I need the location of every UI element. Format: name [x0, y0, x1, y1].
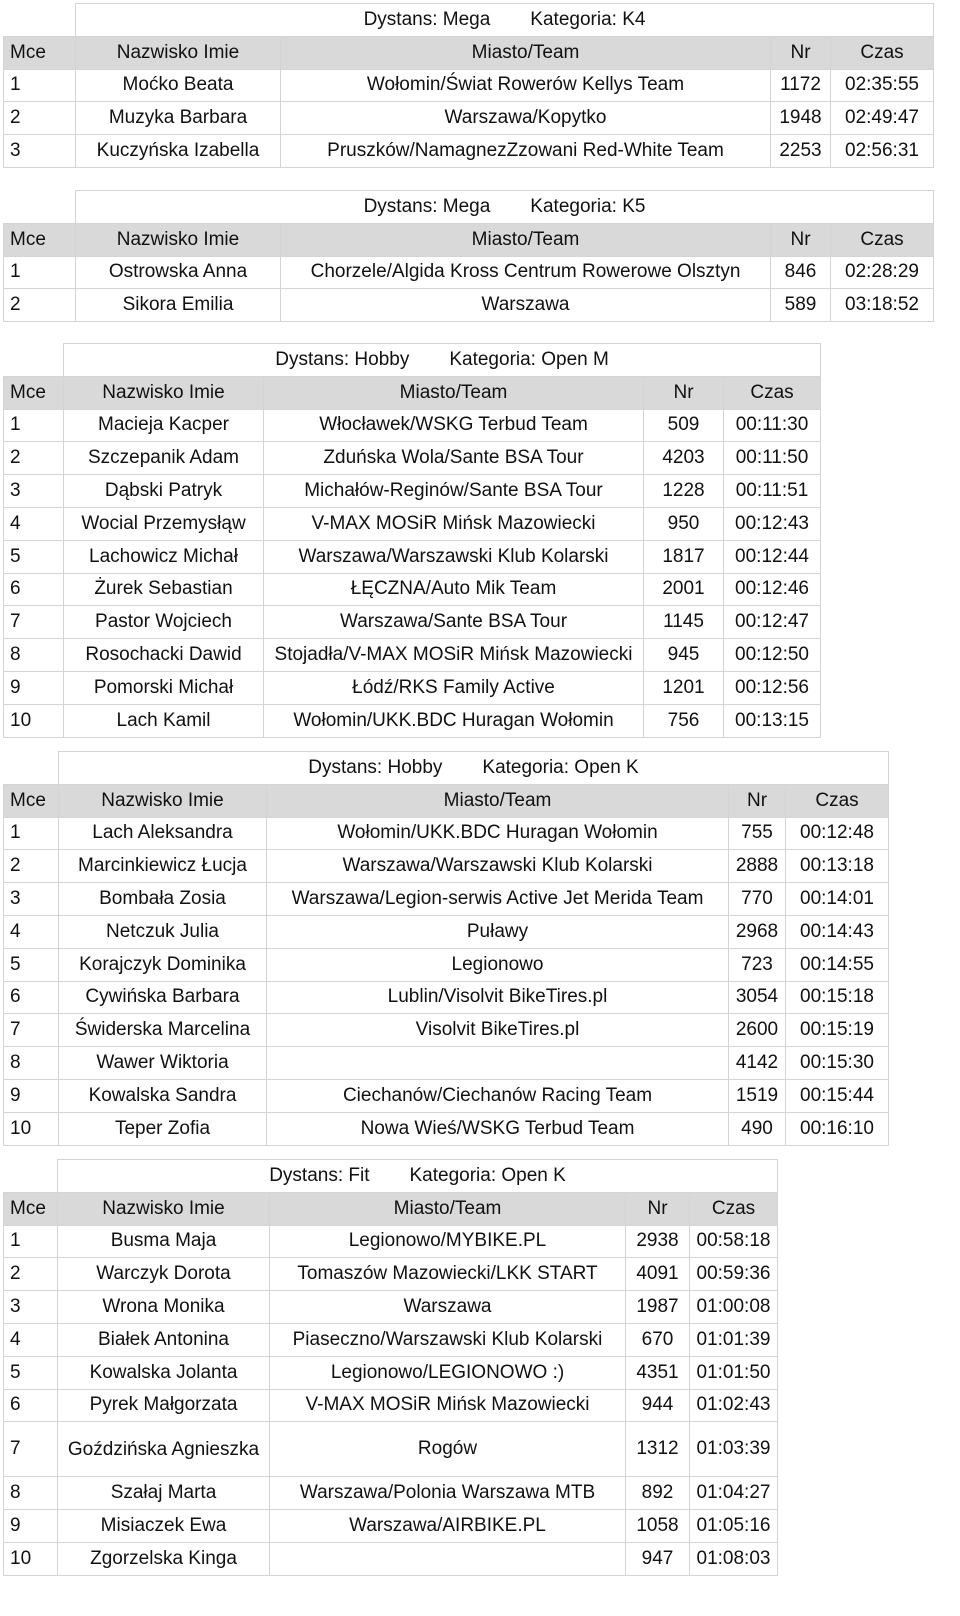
col-mce: 8: [4, 639, 64, 672]
col-nr: 2001: [644, 573, 724, 606]
col-team: Warszawa/AIRBIKE.PL: [270, 1510, 626, 1543]
col-name: Bombała Zosia: [59, 883, 267, 916]
col-time: 00:12:50: [724, 639, 821, 672]
col-team: V-MAX MOSiR Mińsk Mazowiecki: [270, 1389, 626, 1422]
col-name: Pastor Wojciech: [64, 606, 264, 639]
col-mce: 10: [4, 1542, 58, 1575]
col-nr: 846: [771, 256, 831, 289]
blank-cell: [4, 344, 64, 377]
col-time: 00:58:18: [690, 1225, 778, 1258]
col-name: Wocial Przemysłąw: [64, 507, 264, 540]
category-label: Kategoria: Open K: [482, 756, 639, 778]
table-row: [4, 1014, 889, 1047]
header-col-mce: Mce: [4, 1192, 58, 1225]
col-nr: 2600: [729, 1014, 786, 1047]
col-mce: 1: [4, 1225, 58, 1258]
table-row: [4, 289, 934, 322]
header-row: [4, 376, 821, 409]
col-mce: 9: [4, 1510, 58, 1543]
col-mce: 2: [4, 1258, 58, 1291]
col-time: 00:13:15: [724, 704, 821, 737]
col-time: 01:04:27: [690, 1477, 778, 1510]
col-time: 01:03:39: [690, 1422, 778, 1477]
table-row: [4, 606, 821, 639]
category-label: Kategoria: K4: [530, 8, 646, 30]
col-nr: 1987: [626, 1291, 690, 1324]
col-mce: 9: [4, 671, 64, 704]
col-time: 00:14:01: [786, 883, 889, 916]
col-nr: 770: [729, 883, 786, 916]
table-row: [4, 69, 934, 102]
col-nr: 509: [644, 409, 724, 442]
table-row: [4, 1225, 778, 1258]
table-row: [4, 639, 821, 672]
col-team: Warszawa/Sante BSA Tour: [264, 606, 644, 639]
header-col-time: Czas: [831, 36, 934, 69]
table-row: [4, 1422, 778, 1477]
col-nr: 1519: [729, 1079, 786, 1112]
section-title-row: [4, 191, 934, 224]
header-row: [4, 1192, 778, 1225]
col-nr: 3054: [729, 981, 786, 1014]
table-row: [4, 1389, 778, 1422]
col-team: Puławy: [267, 915, 729, 948]
col-team: Łódź/RKS Family Active: [264, 671, 644, 704]
col-time: 00:12:44: [724, 540, 821, 573]
col-name: Kowalska Sandra: [59, 1079, 267, 1112]
col-mce: 2: [4, 289, 76, 322]
table-row: [4, 948, 889, 981]
col-team: Wołomin/UKK.BDC Huragan Wołomin: [267, 817, 729, 850]
col-team: Chorzele/Algida Kross Centrum Rowerowe Olsztyn: [281, 256, 771, 289]
table-row: [4, 915, 889, 948]
table-row: [4, 1542, 778, 1575]
table-row: [4, 475, 821, 508]
header-col-time: Czas: [690, 1192, 778, 1225]
col-mce: 3: [4, 135, 76, 168]
col-nr: 1172: [771, 69, 831, 102]
col-time: 02:56:31: [831, 135, 934, 168]
col-name: Lach Kamil: [64, 704, 264, 737]
col-mce: 2: [4, 102, 76, 135]
col-time: 01:02:43: [690, 1389, 778, 1422]
col-name: Sikora Emilia: [76, 289, 281, 322]
col-team: [270, 1542, 626, 1575]
results-table: [3, 343, 821, 738]
table-row: [4, 507, 821, 540]
blank-cell: [4, 1160, 58, 1193]
table-row: [4, 704, 821, 737]
col-name: Korajczyk Dominika: [59, 948, 267, 981]
col-nr: 1948: [771, 102, 831, 135]
col-nr: 950: [644, 507, 724, 540]
col-team: Warszawa/Polonia Warszawa MTB: [270, 1477, 626, 1510]
col-mce: 6: [4, 1389, 58, 1422]
col-mce: 6: [4, 573, 64, 606]
col-nr: 2938: [626, 1225, 690, 1258]
section-title: [76, 191, 934, 224]
col-time: 00:12:56: [724, 671, 821, 704]
header-col-nr: Nr: [644, 376, 724, 409]
col-nr: 756: [644, 704, 724, 737]
col-nr: 589: [771, 289, 831, 322]
header-col-team: Miasto/Team: [267, 784, 729, 817]
col-mce: 1: [4, 409, 64, 442]
header-col-team: Miasto/Team: [281, 36, 771, 69]
col-time: 00:12:46: [724, 573, 821, 606]
col-name: Szałaj Marta: [58, 1477, 270, 1510]
col-team: Wołomin/UKK.BDC Huragan Wołomin: [264, 704, 644, 737]
header-col-name: Nazwisko Imie: [58, 1192, 270, 1225]
header-col-name: Nazwisko Imie: [76, 36, 281, 69]
distance-label: Dystans: Mega: [363, 195, 491, 217]
col-mce: 7: [4, 1014, 59, 1047]
col-time: 00:59:36: [690, 1258, 778, 1291]
col-name: Muzyka Barbara: [76, 102, 281, 135]
col-team: Zduńska Wola/Sante BSA Tour: [264, 442, 644, 475]
col-team: Warszawa: [270, 1291, 626, 1324]
col-name: Białek Antonina: [58, 1323, 270, 1356]
col-time: 01:05:16: [690, 1510, 778, 1543]
col-time: 02:49:47: [831, 102, 934, 135]
col-team: Legionowo/LEGIONOWO :): [270, 1356, 626, 1389]
col-nr: 2253: [771, 135, 831, 168]
col-time: 00:12:47: [724, 606, 821, 639]
col-nr: 944: [626, 1389, 690, 1422]
col-time: 00:11:50: [724, 442, 821, 475]
header-col-name: Nazwisko Imie: [76, 223, 281, 256]
col-time: 00:14:43: [786, 915, 889, 948]
col-time: 02:35:55: [831, 69, 934, 102]
col-team: Tomaszów Mazowiecki/LKK START: [270, 1258, 626, 1291]
header-col-nr: Nr: [729, 784, 786, 817]
col-time: 00:15:30: [786, 1047, 889, 1080]
col-team: [267, 1047, 729, 1080]
col-name: Kuczyńska Izabella: [76, 135, 281, 168]
col-name: Ostrowska Anna: [76, 256, 281, 289]
col-time: 00:15:19: [786, 1014, 889, 1047]
col-mce: 3: [4, 1291, 58, 1324]
col-time: 00:11:30: [724, 409, 821, 442]
col-mce: 8: [4, 1477, 58, 1510]
col-mce: 5: [4, 1356, 58, 1389]
col-name: Warczyk Dorota: [58, 1258, 270, 1291]
col-team: Rogów: [270, 1422, 626, 1477]
col-nr: 670: [626, 1323, 690, 1356]
col-mce: 1: [4, 817, 59, 850]
col-mce: 3: [4, 475, 64, 508]
col-mce: 4: [4, 507, 64, 540]
col-time: 00:16:10: [786, 1112, 889, 1145]
col-nr: 2968: [729, 915, 786, 948]
col-nr: 1817: [644, 540, 724, 573]
col-nr: 4142: [729, 1047, 786, 1080]
header-col-nr: Nr: [626, 1192, 690, 1225]
col-time: 00:15:18: [786, 981, 889, 1014]
distance-label: Dystans: Fit: [269, 1164, 370, 1186]
col-nr: 947: [626, 1542, 690, 1575]
header-col-time: Czas: [786, 784, 889, 817]
col-name: Kowalska Jolanta: [58, 1356, 270, 1389]
table-row: [4, 102, 934, 135]
col-mce: 2: [4, 442, 64, 475]
col-nr: 755: [729, 817, 786, 850]
col-name: Świderska Marcelina: [59, 1014, 267, 1047]
col-mce: 10: [4, 704, 64, 737]
col-mce: 6: [4, 981, 59, 1014]
col-team: Warszawa: [281, 289, 771, 322]
col-name: Moćko Beata: [76, 69, 281, 102]
col-nr: 4091: [626, 1258, 690, 1291]
col-team: Ciechanów/Ciechanów Racing Team: [267, 1079, 729, 1112]
header-col-team: Miasto/Team: [281, 223, 771, 256]
header-col-mce: Mce: [4, 376, 64, 409]
col-time: 01:08:03: [690, 1542, 778, 1575]
blank-cell: [4, 752, 59, 785]
col-time: 00:12:48: [786, 817, 889, 850]
table-row: [4, 442, 821, 475]
header-row: [4, 223, 934, 256]
col-name: Pomorski Michał: [64, 671, 264, 704]
table-row: [4, 1291, 778, 1324]
col-time: 02:28:29: [831, 256, 934, 289]
col-nr: 1228: [644, 475, 724, 508]
table-row: [4, 671, 821, 704]
col-mce: 5: [4, 540, 64, 573]
table-row: [4, 1079, 889, 1112]
table-row: [4, 573, 821, 606]
header-row: [4, 784, 889, 817]
results-table: [3, 3, 934, 168]
col-team: Warszawa/Kopytko: [281, 102, 771, 135]
col-mce: 4: [4, 915, 59, 948]
section-title-row: [4, 752, 889, 785]
col-nr: 945: [644, 639, 724, 672]
distance-label: Dystans: Hobby: [275, 348, 410, 370]
section-title: [64, 344, 821, 377]
section-title-row: [4, 344, 821, 377]
table-row: [4, 883, 889, 916]
header-col-time: Czas: [724, 376, 821, 409]
category-label: Kategoria: Open K: [409, 1164, 566, 1186]
col-name: Misiaczek Ewa: [58, 1510, 270, 1543]
col-team: Wołomin/Świat Rowerów Kellys Team: [281, 69, 771, 102]
table-row: [4, 1047, 889, 1080]
header-col-time: Czas: [831, 223, 934, 256]
col-nr: 4351: [626, 1356, 690, 1389]
section-title-row: [4, 4, 934, 37]
col-name: Teper Zofia: [59, 1112, 267, 1145]
col-mce: 2: [4, 850, 59, 883]
table-row: [4, 409, 821, 442]
table-row: [4, 1323, 778, 1356]
table-row: [4, 540, 821, 573]
col-name: Żurek Sebastian: [64, 573, 264, 606]
col-time: 00:15:44: [786, 1079, 889, 1112]
header-col-nr: Nr: [771, 36, 831, 69]
table-row: [4, 256, 934, 289]
header-col-name: Nazwisko Imie: [64, 376, 264, 409]
col-team: Włocławek/WSKG Terbud Team: [264, 409, 644, 442]
col-name: Lachowicz Michał: [64, 540, 264, 573]
col-mce: 5: [4, 948, 59, 981]
results-table: [3, 751, 889, 1146]
col-mce: 1: [4, 69, 76, 102]
col-name: Cywińska Barbara: [59, 981, 267, 1014]
col-name: Lach Aleksandra: [59, 817, 267, 850]
col-nr: 490: [729, 1112, 786, 1145]
col-name: Goździńska Agnieszka: [58, 1422, 270, 1477]
col-team: ŁĘCZNA/Auto Mik Team: [264, 573, 644, 606]
category-label: Kategoria: Open M: [449, 348, 609, 370]
header-col-team: Miasto/Team: [270, 1192, 626, 1225]
distance-label: Dystans: Hobby: [308, 756, 443, 778]
section-title: [59, 752, 889, 785]
col-name: Szczepanik Adam: [64, 442, 264, 475]
col-mce: 9: [4, 1079, 59, 1112]
col-team: Piaseczno/Warszawski Klub Kolarski: [270, 1323, 626, 1356]
table-row: [4, 1477, 778, 1510]
col-mce: 7: [4, 606, 64, 639]
table-row: [4, 1510, 778, 1543]
results-table: [3, 1159, 778, 1576]
table-row: [4, 1356, 778, 1389]
header-col-mce: Mce: [4, 36, 76, 69]
col-name: Busma Maja: [58, 1225, 270, 1258]
category-label: Kategoria: K5: [530, 195, 646, 217]
header-col-team: Miasto/Team: [264, 376, 644, 409]
col-mce: 1: [4, 256, 76, 289]
col-time: 01:00:08: [690, 1291, 778, 1324]
header-col-nr: Nr: [771, 223, 831, 256]
col-name: Wawer Wiktoria: [59, 1047, 267, 1080]
col-team: Legionowo/MYBIKE.PL: [270, 1225, 626, 1258]
distance-label: Dystans: Mega: [363, 8, 491, 30]
col-time: 00:13:18: [786, 850, 889, 883]
col-mce: 3: [4, 883, 59, 916]
col-name: Zgorzelska Kinga: [58, 1542, 270, 1575]
col-nr: 723: [729, 948, 786, 981]
col-name: Marcinkiewicz Łucja: [59, 850, 267, 883]
col-time: 00:12:43: [724, 507, 821, 540]
col-nr: 1058: [626, 1510, 690, 1543]
header-col-mce: Mce: [4, 784, 59, 817]
col-nr: 2888: [729, 850, 786, 883]
col-team: Michałów-Reginów/Sante BSA Tour: [264, 475, 644, 508]
col-name: Netczuk Julia: [59, 915, 267, 948]
col-mce: 4: [4, 1323, 58, 1356]
header-row: [4, 36, 934, 69]
table-row: [4, 1258, 778, 1291]
col-mce: 10: [4, 1112, 59, 1145]
col-nr: 1201: [644, 671, 724, 704]
col-time: 01:01:50: [690, 1356, 778, 1389]
col-mce: 7: [4, 1422, 58, 1477]
col-mce: 8: [4, 1047, 59, 1080]
col-team: Warszawa/Legion-serwis Active Jet Merida Team: [267, 883, 729, 916]
table-row: [4, 135, 934, 168]
table-row: [4, 850, 889, 883]
col-time: 00:14:55: [786, 948, 889, 981]
col-nr: 1145: [644, 606, 724, 639]
col-name: Wrona Monika: [58, 1291, 270, 1324]
table-row: [4, 1112, 889, 1145]
results-table: [3, 190, 934, 322]
col-name: Pyrek Małgorzata: [58, 1389, 270, 1422]
col-team: V-MAX MOSiR Mińsk Mazowiecki: [264, 507, 644, 540]
col-time: 00:11:51: [724, 475, 821, 508]
col-time: 01:01:39: [690, 1323, 778, 1356]
col-nr: 4203: [644, 442, 724, 475]
table-row: [4, 981, 889, 1014]
col-name: Dąbski Patryk: [64, 475, 264, 508]
table-row: [4, 817, 889, 850]
col-time: 03:18:52: [831, 289, 934, 322]
header-col-name: Nazwisko Imie: [59, 784, 267, 817]
col-nr: 892: [626, 1477, 690, 1510]
col-team: Lublin/Visolvit BikeTires.pl: [267, 981, 729, 1014]
section-title: [76, 4, 934, 37]
blank-cell: [4, 191, 76, 224]
col-team: Warszawa/Warszawski Klub Kolarski: [267, 850, 729, 883]
col-team: Visolvit BikeTires.pl: [267, 1014, 729, 1047]
col-team: Nowa Wieś/WSKG Terbud Team: [267, 1112, 729, 1145]
col-team: Pruszków/NamagnezZzowani Red-White Team: [281, 135, 771, 168]
col-name: Rosochacki Dawid: [64, 639, 264, 672]
section-title: [58, 1160, 778, 1193]
col-name: Macieja Kacper: [64, 409, 264, 442]
section-title-row: [4, 1160, 778, 1193]
col-team: Stojadła/V-MAX MOSiR Mińsk Mazowiecki: [264, 639, 644, 672]
header-col-mce: Mce: [4, 223, 76, 256]
col-team: Warszawa/Warszawski Klub Kolarski: [264, 540, 644, 573]
col-nr: 1312: [626, 1422, 690, 1477]
blank-cell: [4, 4, 76, 37]
col-team: Legionowo: [267, 948, 729, 981]
